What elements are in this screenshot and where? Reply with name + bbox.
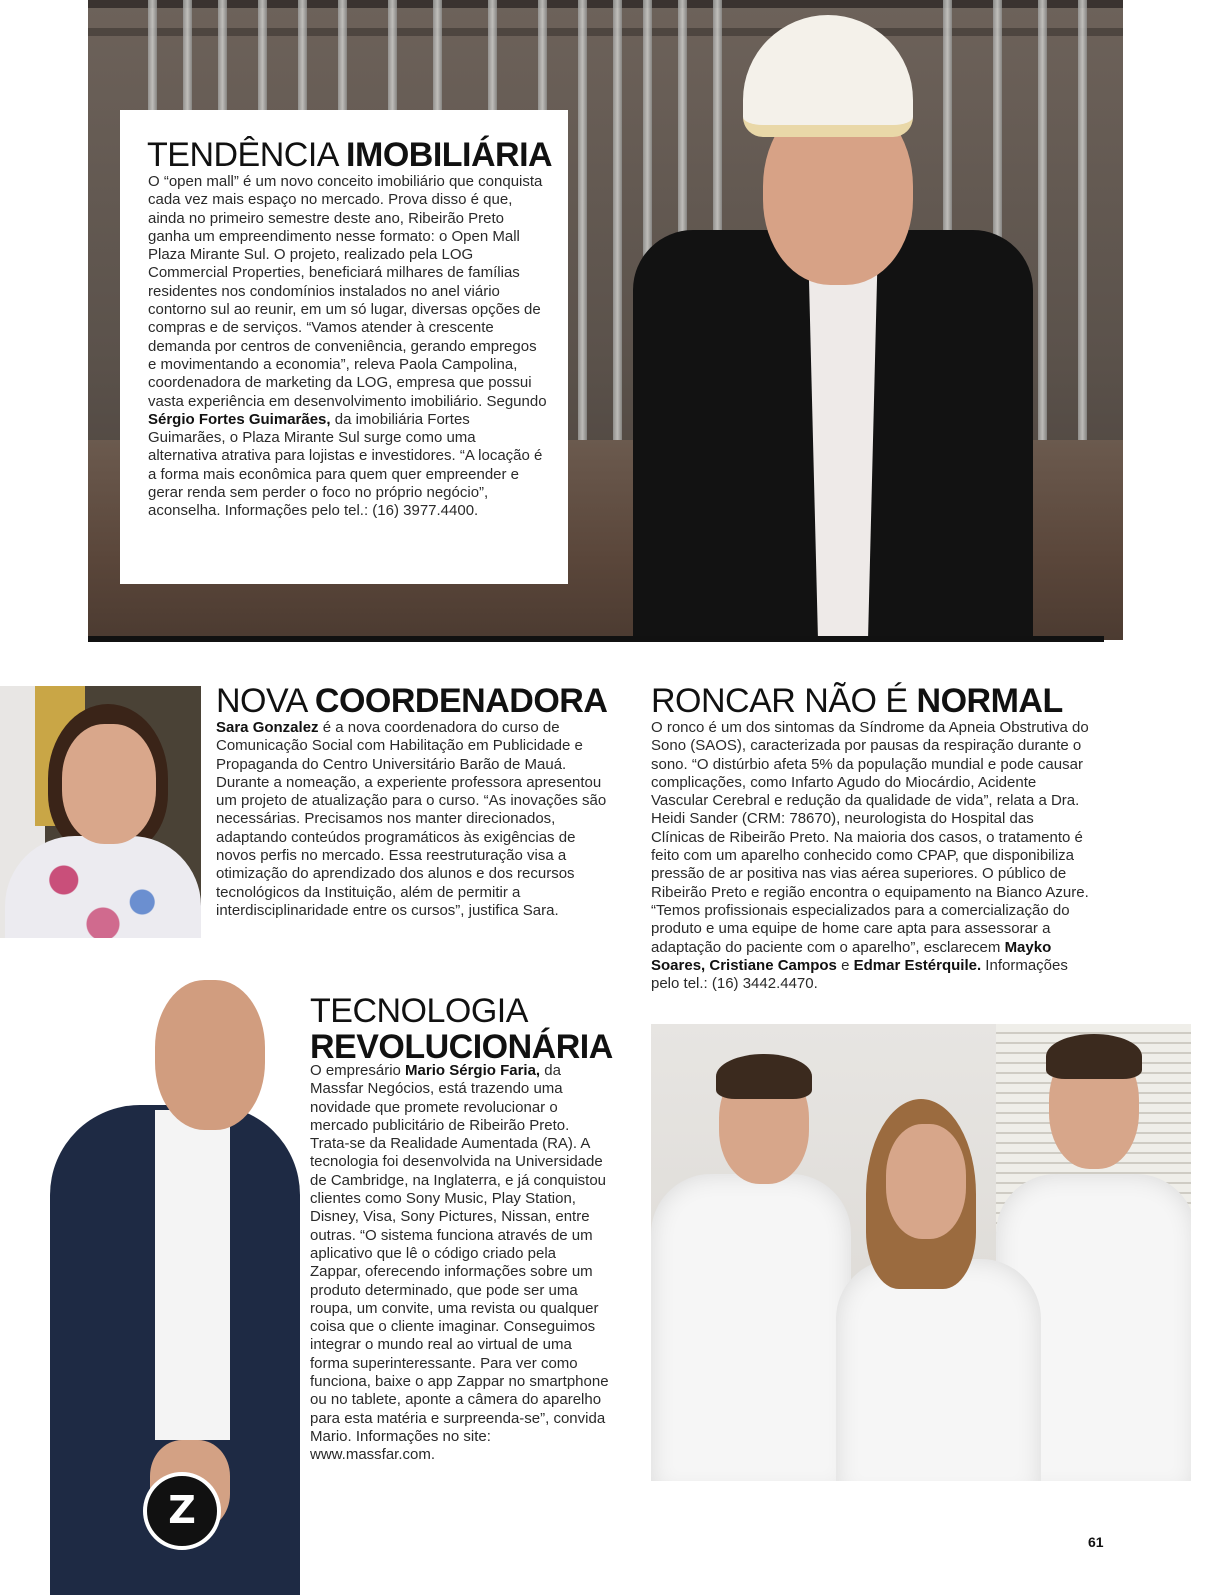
tendencia-body: O “open mall” é um novo conceito imobiliário que conquista cada vez mais espaço no mercado. Prova disso é que, ainda no primeiro semestre deste ano, Ribeirão Preto ganha um empreendimento nesse formato: o Open Mall Plaza Mirante Sul. O projeto, realizado pela LOG Commercial Properties, beneficiará milhares de famílias residentes nos condomínios instalados no anel viário contorno sul ao reunir, em um só lugar, diversas opções de compras e de serviços. “Vamos atender à crescente demanda por centros de conveniência, gerando empregos e movimentando a economia”, releva Paola Campolina, coordenadora de marketing da LOG, empresa que possui vasta experiência em desenvolvimento imobiliário. Segundo Sérgio Fortes Guimarães, da imobiliária Fortes Guimarães, o Plaza Mirante Sul surge como uma alternativa atrativa para lojistas e investidores. “A locação é a forma mais econômica para quem quer empreender e gerar renda sem perder o foco no próprio negócio”, aconselha. Informações pelo tel.: (16) 3977.4400. xyxy=(148,173,547,520)
mario-sergio-faria-photo xyxy=(40,975,310,1595)
zappar-logo-icon xyxy=(143,1472,221,1550)
sara-name: Sara Gonzalez xyxy=(216,719,319,736)
tendencia-article xyxy=(120,110,568,584)
page-number: 61 xyxy=(1088,1534,1104,1550)
roncar-names-1: Mayko Soares, Cristiane Campos xyxy=(651,938,1052,974)
roncar-title: RONCAR NÃO É NORMAL xyxy=(651,682,1063,720)
section-divider xyxy=(88,636,1104,642)
tecnologia-body: O empresário Mario Sérgio Faria, da Massfar Negócios, está trazendo uma novidade que promete revolucionar o mercado publicitário de Ribeirão Preto. Trata-se da Realidade Aumentada (RA). A tecnologia foi desenvolvida na Universidade de Cambridge, na Inglaterra, e já conquistou clientes como Sony Music, Play Station, Disney, Visa, Sony Pictures, Nissan, entre outras. “O sistema funciona através de um aplicativo que lê o código criado pela Zappar, oferecendo informações sobre um produto determinado, que pode ser uma roupa, um convite, uma revista ou qualquer coisa que o cliente imaginar. Conseguimos integrar o mundo real ao virtual de uma forma superinteressante. Para ver como funciona, baixe o app Zappar no smartphone ou no tablete, aponte a câmera do aparelho para esta matéria e surpreenda-se”, convida Mario. Informações no site: www.massfar.com. xyxy=(310,1062,609,1464)
bianco-azure-team-photo xyxy=(651,1024,1191,1481)
tecnologia-title: TECNOLOGIA REVOLUCIONÁRIA xyxy=(310,992,613,1066)
mario-name: Mario Sérgio Faria, xyxy=(405,1062,541,1079)
tendencia-person-name: Sérgio Fortes Guimarães, xyxy=(148,410,331,428)
nova-coordenadora-body: Sara Gonzalez é a nova coordenadora do curso de Comunicação Social com Habilitação em Publicidade e Propaganda do Centro Universitário Barão de Mauá. Durante a nomeação, a experiente professora apresentou um projeto de atualização para o curso. “As inovações são necessárias. Precisamos nos manter direcionados, adaptando conteúdos programáticos às exigências de novos perfis no mercado. Essa reestruturação visa a otimização do aprendizado dos alunos e dos recursos tecnológicos da Instituição, além de permitir a interdisciplinaridade entre os cursos”, justifica Sara. xyxy=(216,719,607,919)
sara-gonzalez-photo xyxy=(0,686,201,938)
tendencia-title: TENDÊNCIA IMOBILIÁRIA xyxy=(147,136,553,174)
roncar-body: O ronco é um dos sintomas da Síndrome da Apneia Obstrutiva do Sono (SAOS), caracterizada por pausas da respiração durante o sono. “O distúrbio afeta 5% da população mundial e pode causar complicações, como Infarto Agudo do Miocárdio, Acidente Vascular Cerebral e redução da qualidade de vida”, relata a Dra. Heidi Sander (CRM: 78670), neurologista do Hospital das Clínicas de Ribeirão Preto. Na maioria dos casos, o tratamento é feito com um aparelho conhecido como CPAP, que disponibiliza pressão de ar positiva nas vias aérea superiores. O público de Ribeirão Preto e região encontra o equipamento na Bianco Azure. “Temos profissionais especializados para a comercialização do produto e uma equipe de home care apta para assessorar a adaptação do paciente com o aparelho”, esclarecem Mayko Soares, Cristiane Campos e Edmar Estérquile. Informações pelo tel.: (16) 3442.4470. xyxy=(651,719,1089,993)
nova-coordenadora-title: NOVA COORDENADORA xyxy=(216,682,608,720)
roncar-names-2: Edmar Estérquile. xyxy=(853,956,982,974)
